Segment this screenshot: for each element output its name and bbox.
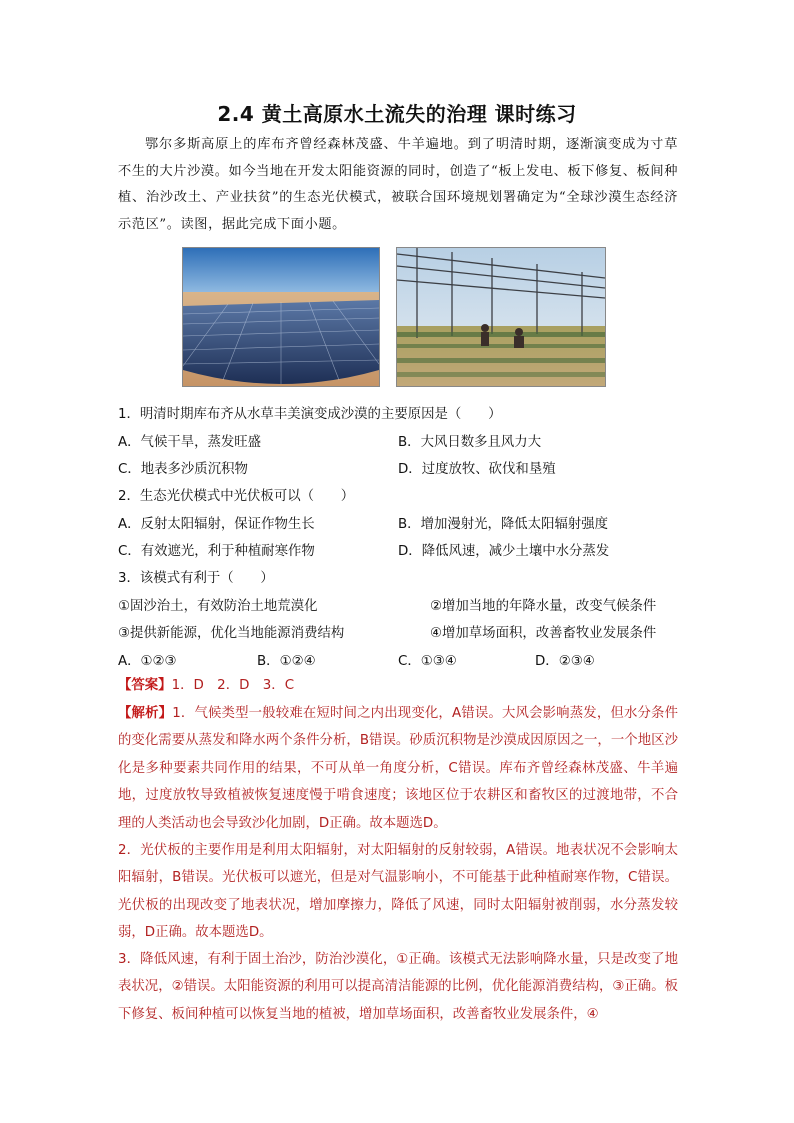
question-1-option-d: D．过度放牧、砍伐和垦殖: [398, 462, 556, 477]
farming-under-solar-panels-photo: [396, 247, 606, 387]
farming-image: [397, 248, 605, 386]
intro-paragraph: 鄂尔多斯高原上的库布齐曾经森林茂盛、牛羊遍地。到了明清时期，逐渐演变成为寸草不生的大片沙漠。如今当地在开发太阳能资源的同时，创造了“板上发电、板下修复、板间种植、治沙改土、产业扶贫”的生态光伏模式，被联合国环境规划署确定为“全球沙漠生态经济示范区”。读图，据此完成下面小题。: [118, 137, 678, 232]
question-3-option-a: A．①②③: [118, 654, 177, 669]
question-3-option-d: D．②③④: [535, 654, 595, 669]
question-2-option-a: A．反射太阳辐射，保证作物生长: [118, 517, 315, 532]
analysis-paragraph-2: 2．光伏板的主要作用是利用太阳辐射，对太阳辐射的反射较弱，A错误。地表状况不会影响太阳辐射，B错误。光伏板可以遮光，但是对气温影响小，不可能基于此种植耐寒作物，C错误。光伏板的出现改变了地表状况，增加摩擦力，降低了风速，同时太阳辐射被削弱，水分蒸发较弱，D正确。故本题选D。: [118, 843, 678, 941]
analysis-paragraph-1: [118, 700, 678, 837]
question-1-stem: 1．明清时期库布齐从水草丰美演变成沙漠的主要原因是（ ）: [118, 407, 502, 422]
question-3-statement-1: ①固沙治土，有效防治土地荒漠化: [118, 599, 318, 614]
page-title: 2.4 黄土高原水土流失的治理 课时练习: [217, 102, 577, 126]
analysis-text-1: 1．气候类型一般较难在短时间之内出现变化，A错误。大风会影响蒸发，但水分条件的变化需要从蒸发和降水两个条件分析，B错误。砂质沉积物是沙漠成因原因之一，一个地区沙化是多种要素共同作用的结果，不可从单一角度分析，C错误。库布齐曾经森林茂盛、牛羊遍地，过度放牧导致植被恢复速度慢于啃食速度；该地区位于农耕区和畜牧区的过渡地带，不合理的人类活动也会导致沙化加剧，D正确。故本题选D。: [118, 706, 678, 831]
question-3-stem: 3．该模式有利于（ ）: [118, 571, 274, 586]
answer-line: [118, 672, 678, 699]
solar-farm-aerial-photo: [182, 247, 380, 387]
question-3-statement-3: ③提供新能源，优化当地能源消费结构: [118, 626, 345, 641]
question-2-option-b: B．增加漫射光，降低太阳辐射强度: [398, 517, 609, 532]
question-2-option-c: C．有效遮光，利于种植耐寒作物: [118, 544, 315, 559]
solar-farm-image: [183, 248, 379, 386]
question-3-statement-2: ②增加当地的年降水量，改变气候条件: [430, 599, 657, 614]
question-2-stem: 2．生态光伏模式中光伏板可以（ ）: [118, 489, 355, 504]
question-3-option-c: C．①③④: [398, 654, 457, 669]
question-3-option-b: B．①②④: [257, 654, 316, 669]
analysis-tag: 【解析】: [118, 706, 173, 721]
question-1-option-a: A．气候干旱，蒸发旺盛: [118, 435, 262, 450]
question-2-option-d: D．降低风速，减少土壤中水分蒸发: [398, 544, 610, 559]
answer-text: 1．D 2．D 3．C: [171, 678, 295, 693]
answer-tag: 【答案】: [118, 678, 172, 693]
question-1-option-c: C．地表多沙质沉积物: [118, 462, 248, 477]
question-3-statement-4: ④增加草场面积，改善畜牧业发展条件: [430, 626, 657, 641]
analysis-paragraph-3: 3．降低风速，有利于固土治沙，防治沙漠化，①正确。该模式无法影响降水量，只是改变了地表状况，②错误。太阳能资源的利用可以提高清洁能源的比例，优化能源消费结构，③正确。板下修复、板间种植可以恢复当地的植被，增加草场面积，改善畜牧业发展条件，④: [118, 952, 678, 1022]
question-1-option-b: B．大风日数多且风力大: [398, 435, 542, 450]
